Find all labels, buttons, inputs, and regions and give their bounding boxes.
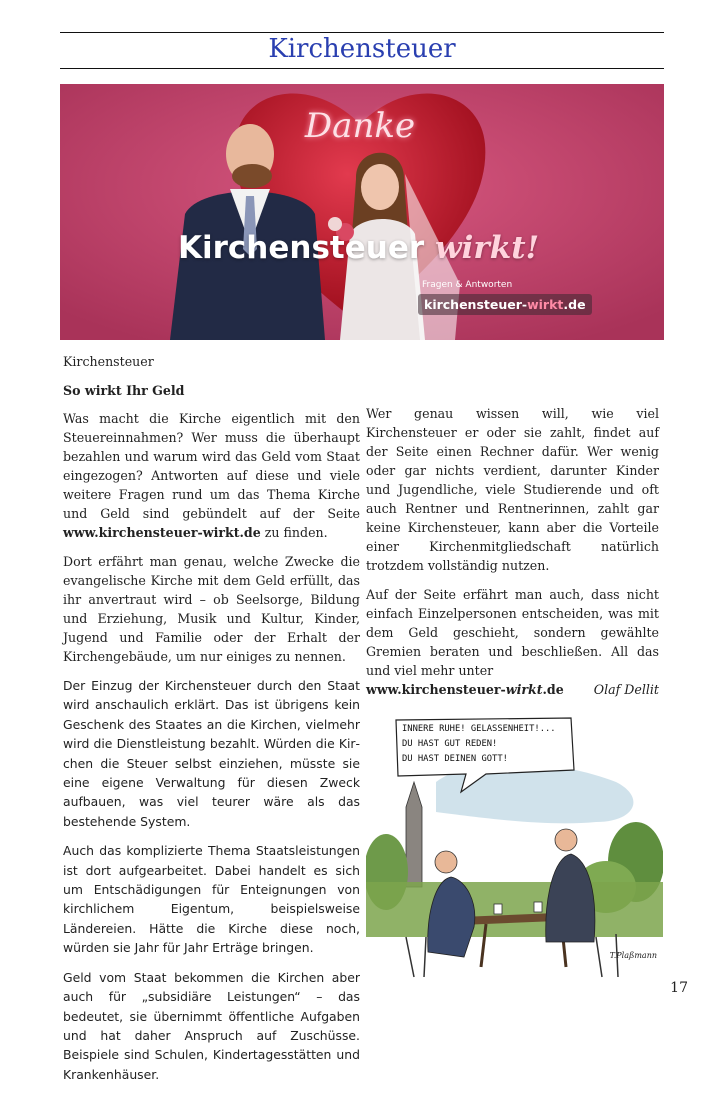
- speech-line-2: DU HAST GUT REDEN!: [402, 739, 498, 749]
- banner-brand-accent: wirkt!: [434, 230, 540, 266]
- article-column-right: [366, 404, 659, 699]
- banner-url-main: kirchensteuer-: [424, 297, 528, 312]
- header-rule-bottom: [60, 68, 664, 69]
- banner-brand-main: Kirchensteuer: [178, 230, 435, 266]
- banner-url-accent: wirkt: [527, 297, 564, 312]
- closing-url-b: wirkt: [505, 682, 543, 697]
- paragraph-1: [63, 409, 360, 542]
- banner-url-end: .de: [563, 297, 586, 312]
- cartoon-drawing: [366, 712, 663, 982]
- paragraph-1-end: zu finden.: [260, 525, 328, 540]
- paragraph-7: Auf der Seite erfährt man auch, dass nicht einfach Einzelpersonen entscheiden, was mit dem Geld geschieht, sondern gewählte Gremien beraten und beschließen. All das und viel mehr unter: [366, 587, 659, 678]
- speech-line-1: INNERE RUHE! GELASSENHEIT!...: [402, 724, 556, 734]
- paragraph-3: Der Einzug der Kirchensteuer durch den Staat wird anschaulich erklärt. Das ist übrigens kein Geschenk des Staates an die Kirchen, vielmehr wird die Dienstleistung bezahlt. Würden die Kirchen die Steuer selbst einziehen, müsste sie eine eigene Verwaltung für diesen Zweck aufbauen, was viel teurer wäre als das bestehende System.: [63, 678, 360, 829]
- balloon-text: Danke: [304, 106, 416, 146]
- closing-url-a: www.kirchensteuer-: [366, 682, 506, 697]
- hero-image: [60, 84, 664, 340]
- banner-subline: Fragen & Antworten: [422, 280, 513, 290]
- cartoonist-signature: T.Plaßmann: [609, 951, 657, 960]
- page-title: Kirchensteuer: [268, 34, 456, 64]
- signature-row: [366, 680, 659, 699]
- banner-url: [418, 294, 592, 315]
- speech-line-3: DU HAST DEINEN GOTT!: [402, 754, 508, 764]
- author-name: Olaf Dellit: [593, 682, 659, 697]
- article-kicker: Kirchensteuer: [63, 354, 154, 369]
- paragraph-4: Auch das komplizierte Thema Staatsleistungen ist dort aufgearbeitet. Dabei handelt es sich um Entschädigungen für Enteignungen von kirchlichem Eigentum, beispielsweise Ländereien. Hätte die Kirche diese noch, würden sie Jahr für Jahr Erträge bringen.: [63, 843, 360, 956]
- paragraph-1-text: Was macht die Kirche eigentlich mit den Steuereinnahmen? Wer muss die überhaupt bezahlen und warum wird das Geld vom Staat eingezogen? Antworten auf diese und viele weitere Fragen rund um das Thema Kirche und Geld sind gebündelt auf der Seite: [63, 411, 360, 521]
- paragraph-2: Dort erfährt man genau, welche Zwecke die evangelische Kirche mit dem Geld erfüllt, das ihr anvertraut wird – ob Seelsorge, Bildung und Erziehung, Musik und Kultur, Kinder, Jugend und Familie oder der Erhalt der Kirchengebäude, um nur einiges zu nennen.: [63, 554, 360, 664]
- article-headline: So wirkt Ihr Geld: [63, 383, 185, 398]
- church-tower: [406, 782, 422, 887]
- closing-url-c: .de: [542, 682, 564, 697]
- article-column-left: [63, 352, 360, 1094]
- page-number: 17: [670, 980, 688, 996]
- paragraph-5: Geld vom Staat bekommen die Kirchen aber auch für „subsidiäre Leistungen“ – das bedeutet, sie übernimmt öffentliche Aufgaben und hat daher Anspruch auf Zuschüsse. Beispiele sind Schulen, Kindertagesstätten und Krankenhäuser.: [63, 969, 360, 1082]
- header-rule-top: [60, 32, 664, 33]
- cartoon-illustration: [366, 712, 663, 982]
- paragraph-6: Wer genau wissen will, wie viel Kirchensteuer er oder sie zahlt, findet auf der Seite einen Rechner dafür. Wer wenig oder gar nichts verdient, darunter Kinder und Jugendliche, viele Studierende und oft auch Rentner und Rentnerinnen, zahlt gar keine Kirchensteuer, kann aber die Vorteile einer Kirchenmitgliedschaft natürlich trotzdem vollständig nutzen.: [366, 406, 659, 573]
- closing-website-link[interactable]: [366, 680, 564, 699]
- man-left-head: [435, 851, 457, 873]
- banner-brand: [178, 230, 539, 266]
- man-right-head: [555, 829, 577, 851]
- website-link[interactable]: www.kirchensteuer-wirkt.de: [63, 525, 261, 540]
